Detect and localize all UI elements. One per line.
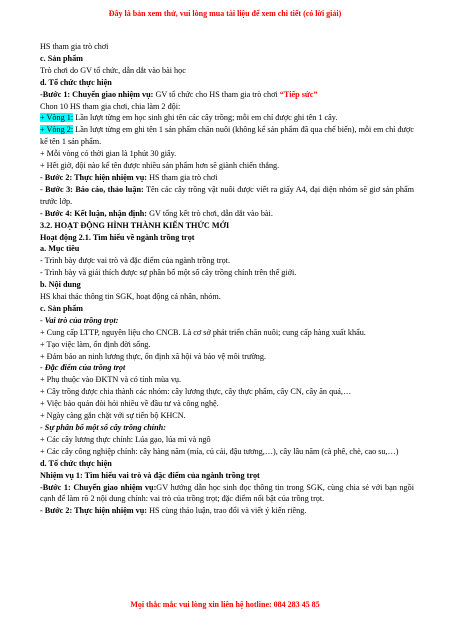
step-line: - Bước 3: Báo cáo, thảo luận: Tên các cây trồng vật nuôi được viết ra giấy A4, đại diện nhóm sẽ giơ sản phẩm trước lớp. xyxy=(40,184,414,206)
game-name: “Tiếp sức” xyxy=(279,89,318,99)
section-heading: c. Sản phẩm xyxy=(40,53,83,63)
highlight-round-1: + Vòng 1: xyxy=(40,113,74,123)
subheading: - Đặc điểm của trồng trọt xyxy=(40,363,126,373)
section-heading: d. Tổ chức thực hiện xyxy=(40,458,112,468)
subheading: - Vai trò của trồng trọt: xyxy=(40,315,119,325)
preview-notice-header: Đây là bản xem thử, vui lòng mua tài liệu để xem chi tiết (có lời giải) xyxy=(108,9,342,18)
activity-title: Hoạt động 2.1. Tìm hiểu về ngành trồng trọt xyxy=(40,232,195,242)
section-heading: d. Tổ chức thực hiện xyxy=(40,77,112,87)
document-body xyxy=(40,41,414,517)
text-line: + Các cây lương thực chính: Lúa gạo, lúa mì và ngô xyxy=(40,434,211,444)
text-line: + Đảm bảo an ninh lương thực, ổn định xã hội và bảo vệ môi trường. xyxy=(40,351,267,361)
section-heading: b. Nội dung xyxy=(40,280,81,290)
step-line: -Bước 1: Chuyển giao nhiệm vụ: GV tổ chức cho HS tham gia trò chơi “Tiếp sức” xyxy=(40,89,318,99)
round-line: + Vòng 2: Lần lượt từng em ghi tên 1 sản phẩm chăn nuôi (không kể sản phẩm đã qua chế biến), mỗi em chỉ được kể tên 1 sản phẩm. xyxy=(40,125,414,147)
text-line: HS khai thác thông tin SGK, hoạt động cá nhân, nhóm. xyxy=(40,292,221,302)
text-line: + Việc bảo quản đòi hỏi nhiều về đầu tư và công nghệ. xyxy=(40,399,219,409)
highlight-round-2: + Vòng 2: xyxy=(40,125,74,135)
text-line: HS tham gia trò chơi xyxy=(40,42,109,51)
text-line: + Cung cấp LTTP, nguyên liệu cho CNCB. Là cơ sở phát triển chăn nuôi; cung cấp hàng xuất khẩu. xyxy=(40,327,366,337)
text-line: + Hết giờ, đội nào kể tên được nhiều sản phẩm hơn sẽ giành chiến thắng. xyxy=(40,161,280,171)
text-line: + Phụ thuộc vào ĐKTN và có tính mùa vụ. xyxy=(40,375,182,385)
text-line: Trò chơi do GV tổ chức, dẫn dắt vào bài học xyxy=(40,65,186,75)
section-heading: a. Mục tiêu xyxy=(40,244,80,254)
hotline-footer: Mọi thắc mắc vui lòng xin liên hệ hotline: 084 283 45 85 xyxy=(130,600,320,609)
text-line: + Mỗi vòng có thời gian là 1phút 30 giây. xyxy=(40,149,177,159)
step-label: -Bước 1: Chuyển giao nhiệm vụ: xyxy=(40,89,154,99)
text-line: + Cây trồng được chia thành các nhóm: cây lương thực, cây thực phẩm, cây CN, cây ăn quả,… xyxy=(40,387,352,397)
step-line: - Bước 2: Thực hiện nhiệm vụ: HS tham gia trò chơi xyxy=(40,172,218,182)
text-line: + Các cây công nghiệp chính: cây hàng năm (mía, củ cải, đậu tương,…), cây lâu năm (cà phê, chè, cao su,…) xyxy=(40,446,399,456)
text-line: - Trình bày và giải thích được sự phân bố một số cây trồng chính trên thế giới. xyxy=(40,268,297,278)
text-line: - Trình bày được vai trò và đặc điểm của ngành trồng trọt. xyxy=(40,256,230,266)
section-title: 3.2. HOẠT ĐỘNG HÌNH THÀNH KIẾN THỨC MỚI xyxy=(40,220,230,230)
subheading: - Sự phân bố một số cây trồng chính: xyxy=(40,423,166,432)
section-heading: c. Sản phẩm xyxy=(40,303,83,313)
step-line: - Bước 2: Thực hiện nhiệm vụ: HS cùng thảo luận, trao đổi và viết ý kiến riêng. xyxy=(40,506,307,516)
text-line: + Ngày càng gắn chặt với sự tiến bộ KHCN. xyxy=(40,411,186,421)
task-title: Nhiệm vụ 1: Tìm hiểu vai trò và đặc điểm của ngành trồng trọt xyxy=(40,470,260,480)
step-line: - Bước 4: Kết luận, nhận định: GV tổng kết trò chơi, dẫn dắt vào bài. xyxy=(40,208,273,218)
step-line: -Bước 1: Chuyển giao nhiệm vụ:GV hướng dẫn học sinh đọc thông tin trong SGK, cùng chia sẻ với bạn ngồi cạnh để làm rõ 2 nội dung chính: vai trò của trồng trọt; đặc điểm nổi bật của trồng trọt. xyxy=(40,482,414,504)
round-line: + Vòng 1: Lần lượt từng em học sinh ghi tên các cây trồng; mỗi em chỉ được ghi tên 1 cây. xyxy=(40,113,338,123)
text-line: + Tạo việc làm, ổn định đời sống. xyxy=(40,339,151,349)
text-line: Chon 10 HS tham gia chơi, chia làm 2 đội: xyxy=(40,101,181,111)
